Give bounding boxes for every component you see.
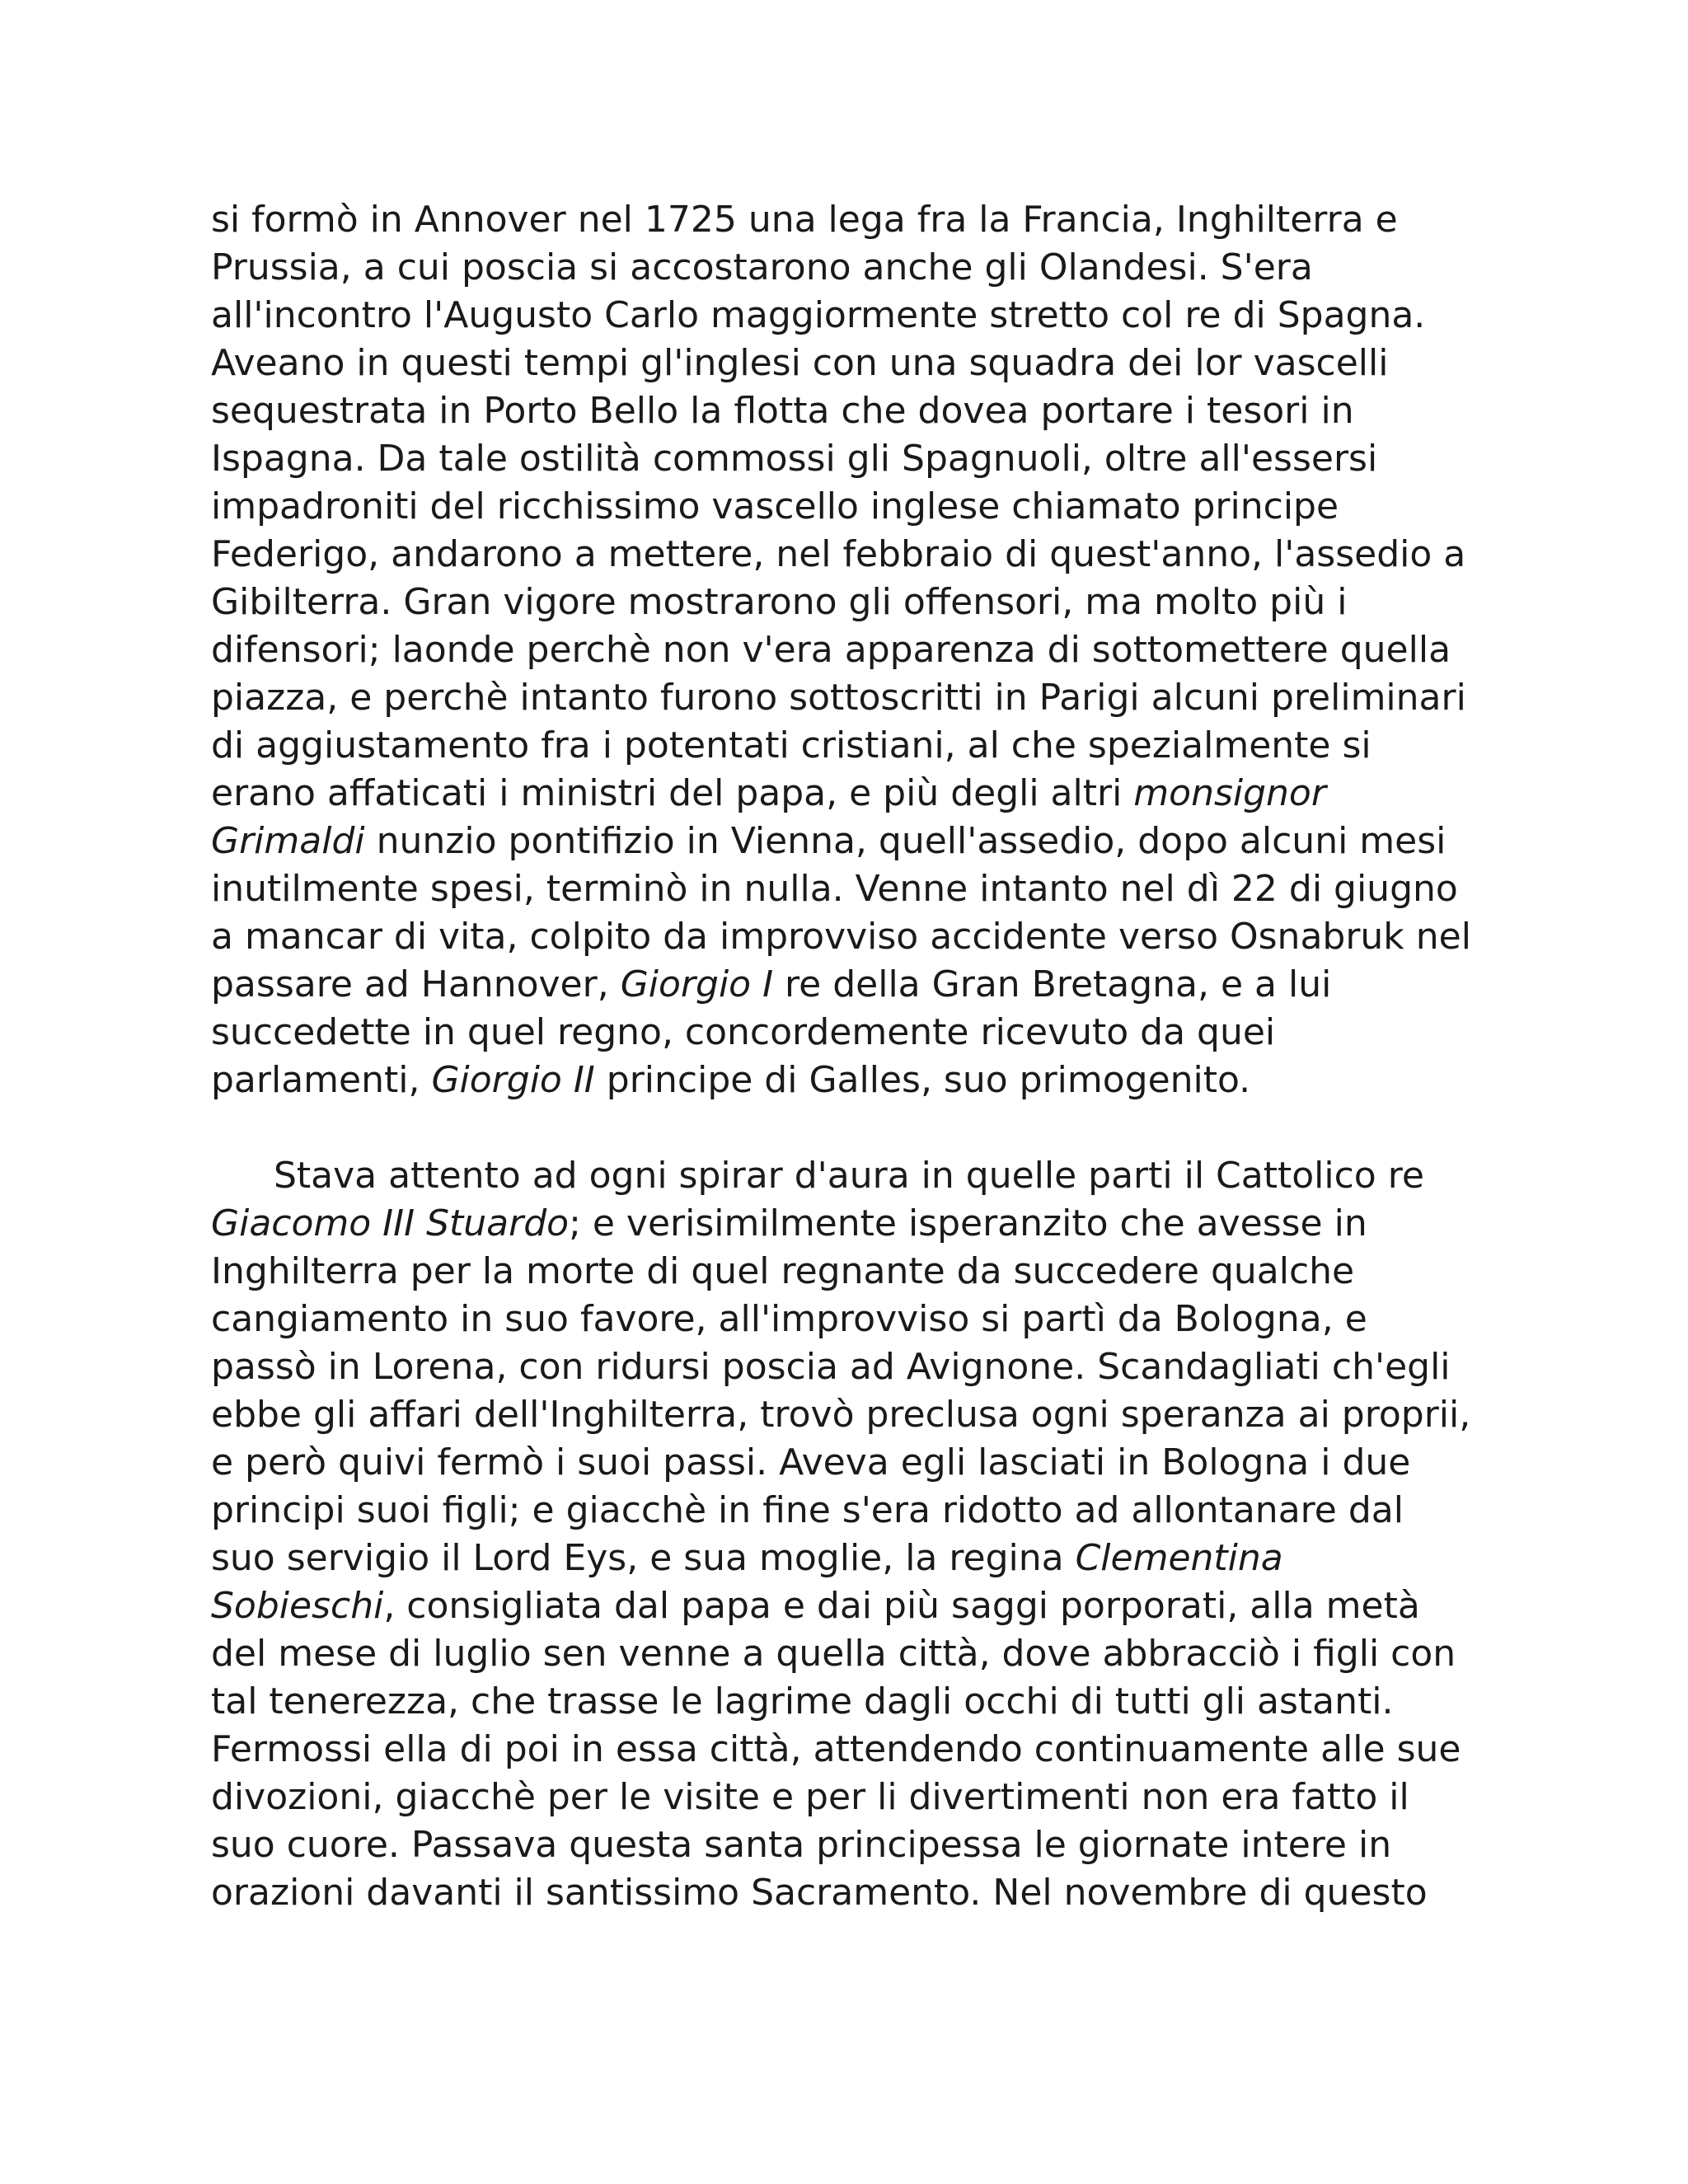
text-run: passò in Lorena, con ridursi poscia ad Avignone. Scandagliati ch'egli bbox=[211, 1346, 1451, 1388]
document-page bbox=[211, 196, 1497, 1917]
italic-name: Sobieschi bbox=[211, 1585, 384, 1627]
text-run: Fermossi ella di poi in essa città, attendendo continuamente alle sue bbox=[211, 1728, 1461, 1770]
text-run: Prussia, a cui poscia si accostarono anche gli Olandesi. S'era bbox=[211, 246, 1313, 288]
text-line bbox=[211, 913, 1497, 961]
text-run: e però quivi fermò i suoi passi. Aveva egli lasciati in Bologna i due bbox=[211, 1441, 1411, 1483]
text-run: re della Gran Bretagna, e a lui bbox=[773, 963, 1332, 1005]
text-line bbox=[211, 865, 1497, 913]
text-line bbox=[211, 1439, 1497, 1487]
text-line bbox=[211, 722, 1497, 770]
italic-name: Giorgio II bbox=[431, 1059, 595, 1101]
italic-name: Giorgio I bbox=[620, 963, 774, 1005]
body-paragraph bbox=[211, 1152, 1497, 1917]
text-line bbox=[211, 1009, 1497, 1057]
text-run: del mese di luglio sen venne a quella città, dove abbracciò i figli con bbox=[211, 1633, 1456, 1675]
text-line bbox=[211, 292, 1497, 340]
text-run: sequestrata in Porto Bello la flotta che dovea portare i tesori in bbox=[211, 390, 1354, 432]
text-run: cangiamento in suo favore, all'improvviso si partì da Bologna, e bbox=[211, 1298, 1367, 1340]
text-run: principi suoi figli; e giacchè in fine s'era ridotto ad allontanare dal bbox=[211, 1489, 1404, 1531]
text-line bbox=[211, 1630, 1497, 1678]
text-line bbox=[211, 531, 1497, 579]
text-line bbox=[211, 1200, 1497, 1248]
text-run: Federigo, andarono a mettere, nel febbraio di quest'anno, l'assedio a bbox=[211, 533, 1466, 575]
italic-name: Clementina bbox=[1075, 1537, 1283, 1579]
text-run: ; e verisimilmente isperanzito che avesse in bbox=[569, 1202, 1367, 1244]
text-line bbox=[211, 244, 1497, 292]
text-line bbox=[211, 674, 1497, 722]
text-run: inutilmente spesi, terminò in nulla. Venne intanto nel dì 22 di giugno bbox=[211, 868, 1458, 910]
text-run: difensori; laonde perchè non v'era apparenza di sottomettere quella bbox=[211, 629, 1451, 671]
text-line bbox=[211, 1678, 1497, 1726]
text-line bbox=[211, 1152, 1497, 1200]
text-run: a mancar di vita, colpito da improvviso accidente verso Osnabruk nel bbox=[211, 916, 1471, 958]
text-run: Ispagna. Da tale ostilità commossi gli Spagnuoli, oltre all'essersi bbox=[211, 438, 1378, 480]
text-line bbox=[211, 1057, 1497, 1104]
text-run: tal tenerezza, che trasse le lagrime dagli occhi di tutti gli astanti. bbox=[211, 1680, 1394, 1722]
text-run: passare ad Hannover, bbox=[211, 963, 621, 1005]
italic-name: monsignor bbox=[1133, 772, 1326, 814]
text-line bbox=[211, 770, 1497, 818]
italic-name: Grimaldi bbox=[211, 820, 365, 862]
text-line bbox=[211, 1343, 1497, 1391]
text-line bbox=[211, 961, 1497, 1009]
text-line bbox=[211, 1774, 1497, 1821]
text-run: suo cuore. Passava questa santa principessa le giornate intere in bbox=[211, 1824, 1392, 1866]
text-line bbox=[211, 483, 1497, 531]
italic-name: Giacomo III Stuardo bbox=[211, 1202, 570, 1244]
text-run: Inghilterra per la morte di quel regnante da succedere qualche bbox=[211, 1250, 1355, 1292]
text-line bbox=[211, 1582, 1497, 1630]
text-run: succedette in quel regno, concordemente ricevuto da quei bbox=[211, 1011, 1276, 1053]
text-line bbox=[211, 1726, 1497, 1774]
text-line bbox=[211, 579, 1497, 626]
text-line bbox=[211, 1296, 1497, 1343]
text-line bbox=[211, 1487, 1497, 1535]
text-line bbox=[211, 626, 1497, 674]
text-run: orazioni davanti il santissimo Sacramento. Nel novembre di questo bbox=[211, 1872, 1428, 1914]
text-run: piazza, e perchè intanto furono sottoscritti in Parigi alcuni preliminari bbox=[211, 677, 1466, 719]
text-run: erano affaticati i ministri del papa, e più degli altri bbox=[211, 772, 1134, 814]
text-line bbox=[211, 1391, 1497, 1439]
text-run: all'incontro l'Augusto Carlo maggiormente stretto col re di Spagna. bbox=[211, 294, 1426, 336]
text-run: ebbe gli affari dell'Inghilterra, trovò preclusa ogni speranza ai proprii, bbox=[211, 1394, 1471, 1436]
text-line bbox=[211, 1535, 1497, 1582]
text-line bbox=[211, 340, 1497, 387]
text-run: divozioni, giacchè per le visite e per li divertimenti non era fatto il bbox=[211, 1776, 1409, 1818]
text-run: Stava attento ad ogni spirar d'aura in quelle parti il Cattolico re bbox=[274, 1155, 1424, 1197]
text-run: parlamenti, bbox=[211, 1059, 432, 1101]
text-line bbox=[211, 1248, 1497, 1296]
body-paragraph bbox=[211, 196, 1497, 1104]
text-line bbox=[211, 387, 1497, 435]
text-run: nunzio pontifizio in Vienna, quell'assedio, dopo alcuni mesi bbox=[364, 820, 1447, 862]
text-line bbox=[211, 818, 1497, 865]
text-line bbox=[211, 435, 1497, 483]
text-run: si formò in Annover nel 1725 una lega fra la Francia, Inghilterra e bbox=[211, 199, 1398, 241]
text-line bbox=[211, 1821, 1497, 1869]
text-run: Gibilterra. Gran vigore mostrarono gli offensori, ma molto più i bbox=[211, 581, 1348, 623]
text-run: principe di Galles, suo primogenito. bbox=[594, 1059, 1251, 1101]
text-line bbox=[211, 1869, 1497, 1917]
text-line bbox=[211, 196, 1497, 244]
text-run: Aveano in questi tempi gl'inglesi con una squadra dei lor vascelli bbox=[211, 342, 1389, 384]
text-run: suo servigio il Lord Eys, e sua moglie, la regina bbox=[211, 1537, 1076, 1579]
text-run: , consigliata dal papa e dai più saggi porporati, alla metà bbox=[383, 1585, 1420, 1627]
text-run: impadroniti del ricchissimo vascello inglese chiamato principe bbox=[211, 485, 1339, 527]
text-run: di aggiustamento fra i potentati cristiani, al che spezialmente si bbox=[211, 724, 1372, 766]
